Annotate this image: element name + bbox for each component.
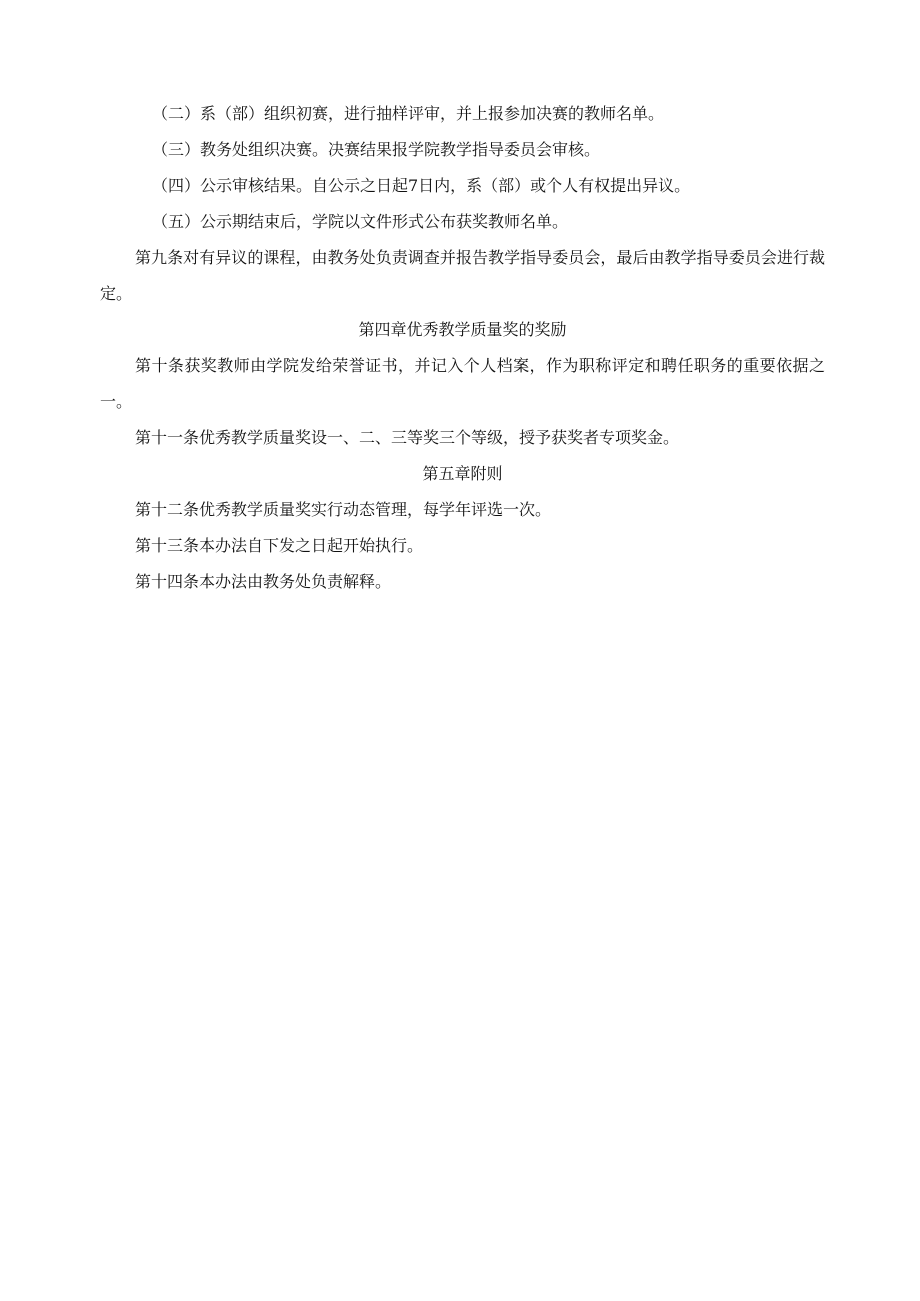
article-11: 第十一条优秀教学质量奖设一、二、三等奖三个等级，授予获奖者专项奖金。	[135, 428, 680, 447]
article-9: 第九条对有异议的课程，由教务处负责调查并报告教学指导委员会，最后由教学指导委员会进行裁定。	[100, 248, 825, 303]
article-10: 第十条获奖教师由学院发给荣誉证书，并记入个人档案，作为职称评定和聘任职务的重要依据之一。	[100, 356, 825, 411]
list-item-5: （五）公示期结束后，学院以文件形式公布获奖教师名单。	[152, 212, 569, 231]
article-14: 第十四条本办法由教务处负责解释。	[135, 572, 392, 591]
list-item-4: （四）公示审核结果。自公示之日起7日内，系（部）或个人有权提出异议。	[152, 176, 691, 195]
document-body	[100, 96, 825, 600]
article-12: 第十二条优秀教学质量奖实行动态管理，每学年评选一次。	[135, 500, 552, 519]
article-13: 第十三条本办法自下发之日起开始执行。	[135, 536, 424, 555]
list-item-2: （二）系（部）组织初赛，进行抽样评审，并上报参加决赛的教师名单。	[152, 104, 665, 123]
chapter-5-title: 第五章附则	[422, 464, 503, 483]
list-item-3: （三）教务处组织决赛。决赛结果报学院教学指导委员会审核。	[152, 140, 601, 159]
chapter-4-title: 第四章优秀教学质量奖的奖励	[358, 320, 567, 339]
